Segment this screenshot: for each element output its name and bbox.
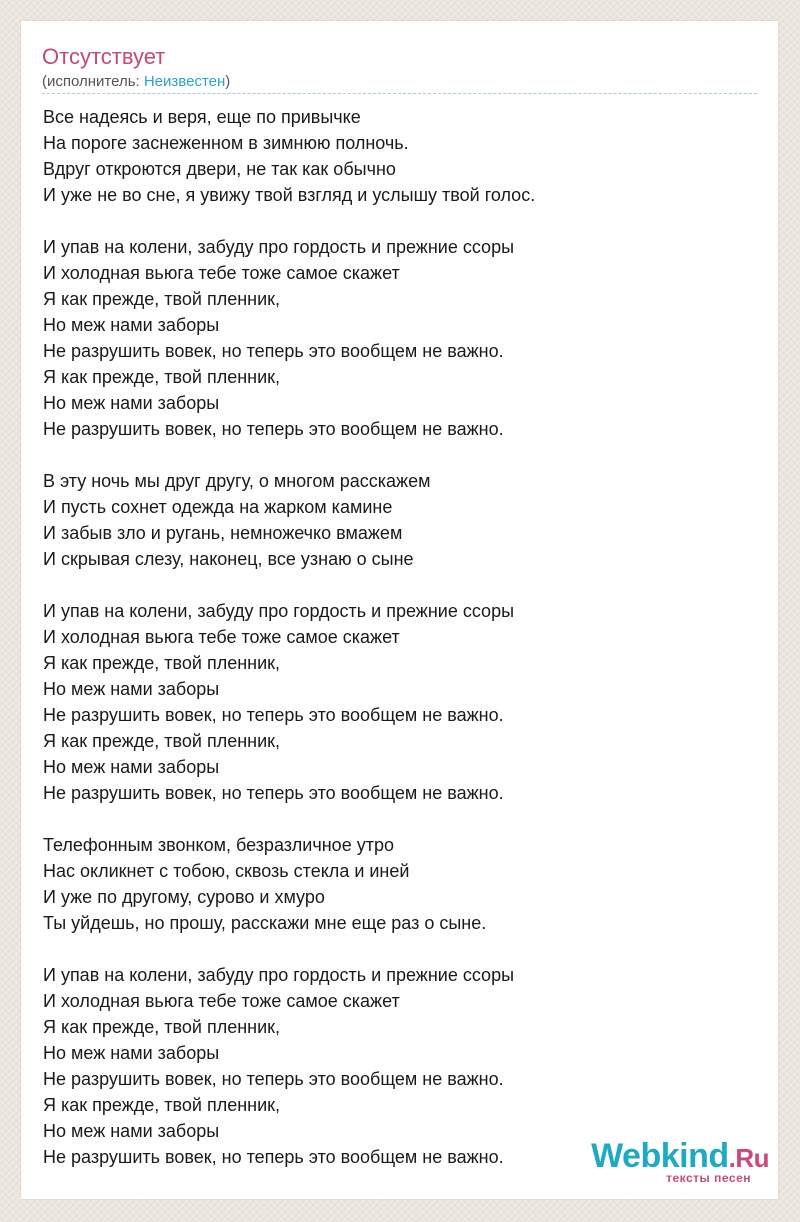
lyrics-line: В эту ночь мы друг другу, о многом расскажем (43, 471, 431, 491)
lyrics-line: Не разрушить вовек, но теперь это вообщем не важно. (43, 341, 504, 361)
lyrics-line: Ты уйдешь, но прошу, расскажи мне еще раз о сыне. (43, 913, 487, 933)
lyrics-line: Я как прежде, твой пленник, (43, 1017, 281, 1037)
lyrics-line: И упав на колени, забуду про гордость и прежние ссоры (43, 601, 515, 621)
lyrics-line: И уже не во сне, я увижу твой взгляд и услышу твой голос. (43, 185, 536, 205)
lyrics-line: Я как прежде, твой пленник, (43, 1095, 281, 1115)
lyrics-line: Телефонным звонком, безразличное утро (43, 835, 394, 855)
lyrics-line: И забыв зло и ругань, немножечко вмажем (43, 523, 403, 543)
lyrics-line: И упав на колени, забуду про гордость и прежние ссоры (43, 237, 515, 257)
lyrics-line: И холодная вьюга тебе тоже самое скажет (43, 627, 400, 647)
logo-brand: Webkind (591, 1137, 729, 1175)
lyrics-line: Не разрушить вовек, но теперь это вообщем не важно. (43, 705, 504, 725)
lyrics-line: И холодная вьюга тебе тоже самое скажет (43, 991, 400, 1011)
lyrics-body (43, 104, 763, 1196)
lyrics-line: Я как прежде, твой пленник, (43, 731, 281, 751)
lyrics-stanza (43, 234, 763, 442)
lyrics-stanza (43, 832, 763, 936)
artist-line (42, 72, 230, 92)
lyrics-line: Все надеясь и веря, еще по привычке (43, 107, 361, 127)
lyrics-line: Я как прежде, твой пленник, (43, 289, 281, 309)
lyrics-line: И упав на колени, забуду про гордость и прежние ссоры (43, 965, 515, 985)
site-logo[interactable] (579, 1136, 769, 1186)
lyrics-line: И уже по другому, сурово и хмуро (43, 887, 325, 907)
artist-link[interactable]: Неизвестен (143, 73, 226, 90)
lyrics-line: Не разрушить вовек, но теперь это вообщем не важно. (43, 419, 504, 439)
lyrics-line: Я как прежде, твой пленник, (43, 367, 281, 387)
lyrics-line: Вдруг откроются двери, не так как обычно (43, 159, 396, 179)
lyrics-stanza (43, 468, 763, 572)
lyrics-line: На пороге заснеженном в зимнюю полночь. (43, 133, 409, 153)
lyrics-line: Но меж нами заборы (43, 679, 220, 699)
lyrics-line: И холодная вьюга тебе тоже самое скажет (43, 263, 400, 283)
lyrics-stanza (43, 104, 763, 208)
logo-tld: .Ru (728, 1143, 769, 1173)
artist-suffix: ) (225, 73, 231, 90)
lyrics-line: Я как прежде, твой пленник, (43, 653, 281, 673)
lyrics-line: Но меж нами заборы (43, 393, 220, 413)
title-divider (42, 93, 757, 94)
logo-tagline: тексты песен (666, 1171, 751, 1185)
lyrics-line: Не разрушить вовек, но теперь это вообщем не важно. (43, 783, 504, 803)
song-title: Отсутствует (42, 44, 166, 69)
artist-prefix: (исполнитель: (42, 73, 144, 90)
lyrics-line: Но меж нами заборы (43, 315, 220, 335)
lyrics-line: Но меж нами заборы (43, 757, 220, 777)
lyrics-card (21, 21, 778, 1199)
lyrics-line: Не разрушить вовек, но теперь это вообщем не важно. (43, 1069, 504, 1089)
lyrics-line: И пусть сохнет одежда на жарком камине (43, 497, 393, 517)
lyrics-line: Не разрушить вовек, но теперь это вообщем не важно. (43, 1147, 504, 1167)
lyrics-stanza (43, 598, 763, 806)
lyrics-line: Но меж нами заборы (43, 1121, 220, 1141)
lyrics-line: Но меж нами заборы (43, 1043, 220, 1063)
lyrics-line: И скрывая слезу, наконец, все узнаю о сыне (43, 549, 414, 569)
lyrics-line: Нас окликнет с тобою, сквозь стекла и иней (43, 861, 410, 881)
